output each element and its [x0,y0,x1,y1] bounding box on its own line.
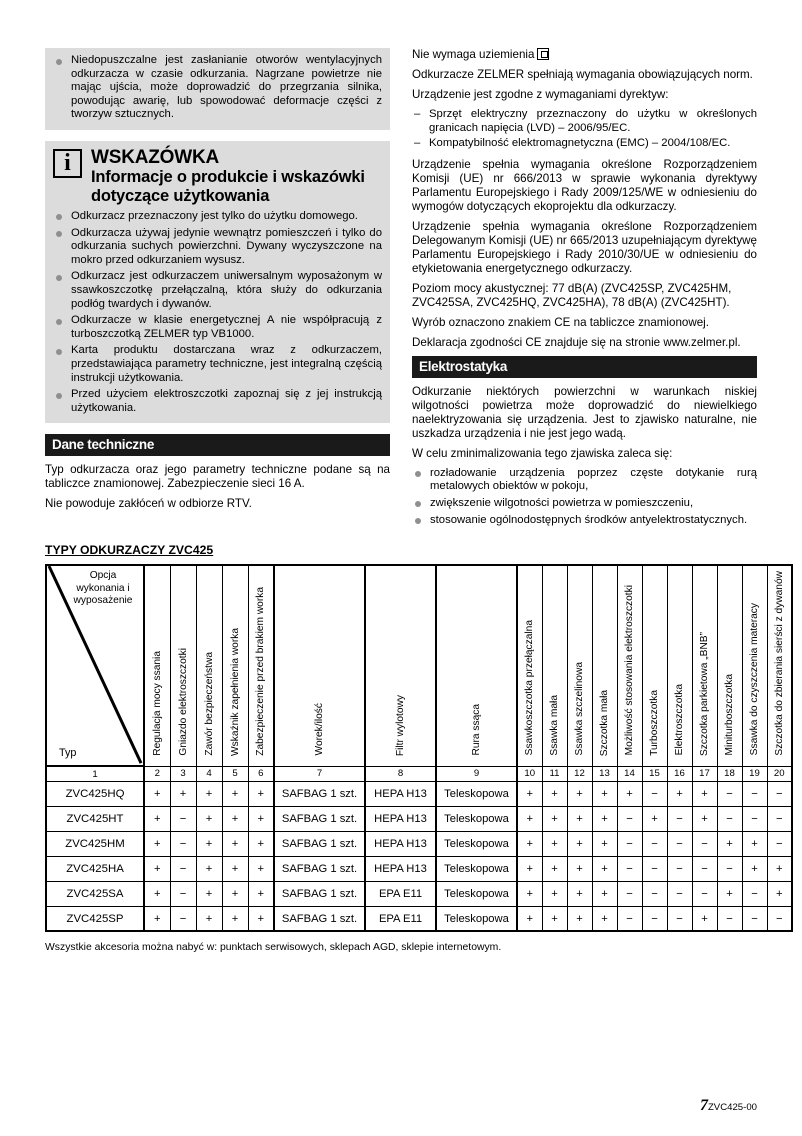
col-header-1: Regulacja mocy ssania [144,565,170,766]
cell: + [592,831,617,856]
cell: + [517,831,542,856]
cell: − [692,831,717,856]
col-header-4: Wskaźnik zapełnienia worka [222,565,248,766]
cell: − [617,906,642,931]
table-row [46,856,792,881]
cell: − [170,806,196,831]
table-title: TYPY ODKURZACZY ZVC425 [45,543,214,558]
cell: + [248,806,274,831]
directives-list [412,108,757,151]
cell: EPA E11 [365,906,436,931]
cell: + [742,831,767,856]
col-number: 16 [667,766,692,781]
cell: + [222,806,248,831]
cell: + [196,781,222,806]
cell: + [567,881,592,906]
cell: Teleskopowa [436,806,517,831]
corner-type-label: Typ [59,747,77,760]
cell: Teleskopowa [436,781,517,806]
cell: − [642,781,667,806]
cell: + [248,831,274,856]
cell: + [567,781,592,806]
warning-bullet-list [53,54,382,122]
table-row [46,831,792,856]
paragraph: Urządzenie spełnia wymagania określone Rozporządzeniem Komisji (UE) nr 666/2013 w sprawie wykonania dyrektywy Parlamentu Europejskiego i Rady 2009/125/WE w odniesieniu do wymogów dotyczących ekoprojektu dla odkurzaczy. [412,157,757,213]
hint-bullet-list [53,210,382,415]
cell: + [144,881,170,906]
cell: SAFBAG 1 szt. [274,906,365,931]
cell: + [517,856,542,881]
cell: Teleskopowa [436,881,517,906]
cell: − [767,906,792,931]
col-header-3: Zawór bezpieczeństwa [196,565,222,766]
cell: + [248,856,274,881]
list-item: Karta produktu dostarczana wraz z odkurzaczem, przedstawiająca parametry techniczne, jest integralną częścią instrukcji użytkowania. [53,344,382,385]
list-item: – Kompatybilność elektromagnetyczna (EMC) – 2004/108/EC. [412,137,757,151]
hint-text-block [91,147,382,206]
list-item: Przed użyciem elektroszczotki zapoznaj się z jej instrukcją użytkowania. [53,388,382,415]
col-header-6: Worek/ilość [274,565,365,766]
cell: − [667,806,692,831]
table-row [46,881,792,906]
cell: − [667,831,692,856]
cell: Teleskopowa [436,831,517,856]
cell: SAFBAG 1 szt. [274,881,365,906]
cell: − [692,881,717,906]
col-number: 10 [517,766,542,781]
hint-subtitle: Informacje o produkcie i wskazówki dotyczące użytkowania [91,167,365,205]
col-number: 4 [196,766,222,781]
cell: + [567,856,592,881]
list-item: Odkurzacza używaj jedynie wewnątrz pomieszczeń i tylko do odkurzania suchych powierzchni. Dywany wyczyszczone na mokro przed odkurzaniem wysusz. [53,227,382,268]
page-number: 7 [699,1097,708,1114]
model-name: ZVC425SP [46,906,144,931]
cell: − [617,856,642,881]
cell: − [742,881,767,906]
cell: − [617,831,642,856]
col-header-18: Ssawka do czyszczenia materacy [742,565,767,766]
col-number: 12 [567,766,592,781]
cell: + [592,806,617,831]
col-header-7: Filtr wylotowy [365,565,436,766]
electro-bullet-list [412,467,757,527]
col-header-10: Ssawka mała [542,565,567,766]
cell: EPA E11 [365,881,436,906]
col-number: 2 [144,766,170,781]
paragraph: Urządzenie spełnia wymagania określone Rozporządzeniem Delegowanym Komisji (UE) nr 665/2013 uzupełniającym dyrektywę Parlamentu Europejskiego i Rady 2010/30/UE w odniesieniu do etykietowania energetycznego odkurzaczy. [412,219,757,275]
col-number: 17 [692,766,717,781]
col-number: 3 [170,766,196,781]
cell: − [667,856,692,881]
cell: + [567,831,592,856]
cell: + [542,781,567,806]
cell: + [542,906,567,931]
paragraph: Odkurzanie niektórych powierzchni w warunkach niskiej wilgotności powietrza może doprowadzić do niewielkiego naelektryzowania się urządzenia. Jest to zjawisko naturalne, nie uszkadza urządzenia i nie jest jego wadą. [412,384,757,440]
cell: − [667,881,692,906]
cell: Teleskopowa [436,856,517,881]
col-header-9: Ssawkoszczotka przełączalna [517,565,542,766]
model-name: ZVC425HQ [46,781,144,806]
cell: + [222,831,248,856]
cell: + [196,906,222,931]
col-header-19: Szczotka do zbierania sierści z dywanów [767,565,792,766]
paragraph: Nie powoduje zakłóceń w odbiorze RTV. [45,497,252,511]
cell: + [717,831,742,856]
col-header-13: Możliwość stosowania elektroszczotki [617,565,642,766]
col-header-12: Szczotka mała [592,565,617,766]
cell: − [170,906,196,931]
cell: − [717,806,742,831]
list-item: Niedopuszczalne jest zasłanianie otworów wentylacyjnych odkurzacza w czasie odkurzania. Nagrzane powietrze nie mając ujścia, może doprowadzić do przegrzania silnika, powodując awarię, lub spowodować deformacje części z tworzyw sztucznych. [53,54,382,122]
paragraph: Typ odkurzacza oraz jego parametry techniczne podane są na tabliczce znamionowej. Zabezpieczenie sieci 16 A. [45,463,390,491]
model-name: ZVC425HT [46,806,144,831]
col-number: 7 [274,766,365,781]
cell: + [144,806,170,831]
table-row [46,906,792,931]
cell: + [567,806,592,831]
cell: + [517,906,542,931]
cell: + [667,781,692,806]
list-item: Odkurzacz przeznaczony jest tylko do użytku domowego. [53,210,382,224]
model-name: ZVC425HM [46,831,144,856]
paragraph: Urządzenie jest zgodne z wymaganiami dyrektyw: [412,88,669,101]
cell: − [642,881,667,906]
list-item: stosowanie ogólnodostępnych środków antyelektrostatycznych. [412,514,757,528]
cell: + [144,856,170,881]
table-number-row [46,766,792,781]
cell: + [196,856,222,881]
table-header-row [46,565,792,766]
col-number: 14 [617,766,642,781]
col-number: 9 [436,766,517,781]
cell: + [592,906,617,931]
paragraph: W celu zminimalizowania tego zjawiska zaleca się: [412,446,673,460]
list-item: Odkurzacz jest odkurzaczem uniwersalnym wyposażonym w ssawkoszczotkę przełączalną, która służy do odkurzania podłóg twardych i dywanów. [53,270,382,311]
cell: − [767,806,792,831]
earthing-label: Nie wymaga uziemienia [412,48,535,61]
table-row [46,781,792,806]
cell: Teleskopowa [436,906,517,931]
cell: − [170,831,196,856]
cell: − [642,906,667,931]
cell: HEPA H13 [365,856,436,881]
cell: − [717,781,742,806]
cell: + [196,881,222,906]
page-footer [700,1098,757,1114]
right-column [412,48,757,527]
section-header-elektrostatyka: Elektrostatyka [412,356,757,378]
cell: HEPA H13 [365,831,436,856]
col-number: 11 [542,766,567,781]
cell: + [144,781,170,806]
cell: + [742,856,767,881]
cell: − [717,856,742,881]
cell: + [517,881,542,906]
cell: − [642,856,667,881]
model-name: ZVC425HA [46,856,144,881]
hint-header [53,147,382,206]
cell: SAFBAG 1 szt. [274,781,365,806]
cell: + [617,781,642,806]
cell: + [196,806,222,831]
hint-title: WSKAZÓWKA [91,146,220,168]
cell: + [196,831,222,856]
col-number: 20 [767,766,792,781]
paragraph: Deklaracja zgodności CE znajduje się na stronie www.zelmer.pl. [412,335,741,349]
paragraph: Poziom mocy akustycznej: 77 dB(A) (ZVC425SP, ZVC425HM, ZVC425SA, ZVC425HQ, ZVC425HA), 78 dB(A) (ZVC425HT). [412,281,732,309]
paragraph: Wyrób oznaczono znakiem CE na tabliczce znamionowej. [412,315,709,329]
earthing-line [412,48,757,62]
cell: − [742,906,767,931]
cell: + [592,856,617,881]
document-code: ZVC425-00 [707,1102,757,1113]
col-number: 15 [642,766,667,781]
cell: − [767,781,792,806]
cell: SAFBAG 1 szt. [274,831,365,856]
cell: − [642,831,667,856]
col-number: 19 [742,766,767,781]
cell: + [517,806,542,831]
col-header-15: Elektroszczotka [667,565,692,766]
col-header-17: Miniturboszczotka [717,565,742,766]
table-footnote: Wszystkie akcesoria można nabyć w: punktach serwisowych, sklepach AGD, sklepie internetowym. [45,942,502,954]
cell: + [248,906,274,931]
cell: + [592,781,617,806]
cell: + [144,831,170,856]
cell: − [692,856,717,881]
vacuum-types-table [45,564,793,932]
col-header-2: Gniazdo elektroszczotki [170,565,196,766]
cell: + [642,806,667,831]
cell: + [592,881,617,906]
cell: + [248,881,274,906]
col-number: 1 [46,766,144,781]
cell: + [692,781,717,806]
paragraph: Odkurzacze ZELMER spełniają wymagania obowiązujących norm. [412,68,753,81]
cell: − [767,831,792,856]
cell: − [617,806,642,831]
cell: − [742,806,767,831]
cell: − [170,881,196,906]
col-header-5: Zabezpieczenie przed brakiem worka [248,565,274,766]
cell: + [222,881,248,906]
cell: − [717,906,742,931]
info-icon: i [53,149,82,178]
list-item: zwiększenie wilgotności powietrza w pomieszczeniu, [412,497,757,511]
list-item: rozładowanie urządzenia poprzez częste dotykanie rurą metalowych obiektów w pokoju, [412,467,757,494]
col-number: 5 [222,766,248,781]
cell: + [222,781,248,806]
list-item: – Sprzęt elektryczny przeznaczony do użytku w określonych granicach napięcia (LVD) – 2006/95/EC. [412,108,757,135]
cell: − [742,781,767,806]
col-number: 8 [365,766,436,781]
col-number: 13 [592,766,617,781]
cell: + [517,781,542,806]
col-header-11: Ssawka szczelinowa [567,565,592,766]
cell: + [542,881,567,906]
class-ii-square-icon [537,48,549,60]
cell: + [222,856,248,881]
col-header-16: Szczotka parkietowa „BNB” [692,565,717,766]
cell: + [767,881,792,906]
col-header-14: Turboszczotka [642,565,667,766]
two-column-layout [45,48,757,527]
hint-panel [45,141,390,423]
col-header-8: Rura ssąca [436,565,517,766]
left-column [45,48,390,527]
cell: + [248,781,274,806]
col-number: 18 [717,766,742,781]
list-item: Odkurzacze w klasie energetycznej A nie współpracują z turboszczotką ZELMER typ VB1000. [53,314,382,341]
col-number: 6 [248,766,274,781]
cell: SAFBAG 1 szt. [274,856,365,881]
cell: − [617,881,642,906]
model-name: ZVC425SA [46,881,144,906]
cell: SAFBAG 1 szt. [274,806,365,831]
cell: + [567,906,592,931]
table-row [46,806,792,831]
cell: + [717,881,742,906]
cell: + [170,781,196,806]
cell: + [222,906,248,931]
cell: + [542,856,567,881]
page-content [45,48,785,1088]
cell: + [692,906,717,931]
cell: + [542,831,567,856]
cell: + [767,856,792,881]
cell: − [170,856,196,881]
cell: + [144,906,170,931]
corner-option-label: Opcja wykonania i wyposażenie [73,570,133,606]
warning-panel [45,48,390,130]
cell: − [667,906,692,931]
table-corner-cell [46,565,144,766]
cell: HEPA H13 [365,806,436,831]
cell: HEPA H13 [365,781,436,806]
cell: + [692,806,717,831]
cell: + [542,806,567,831]
section-header-dane-techniczne: Dane techniczne [45,434,390,456]
